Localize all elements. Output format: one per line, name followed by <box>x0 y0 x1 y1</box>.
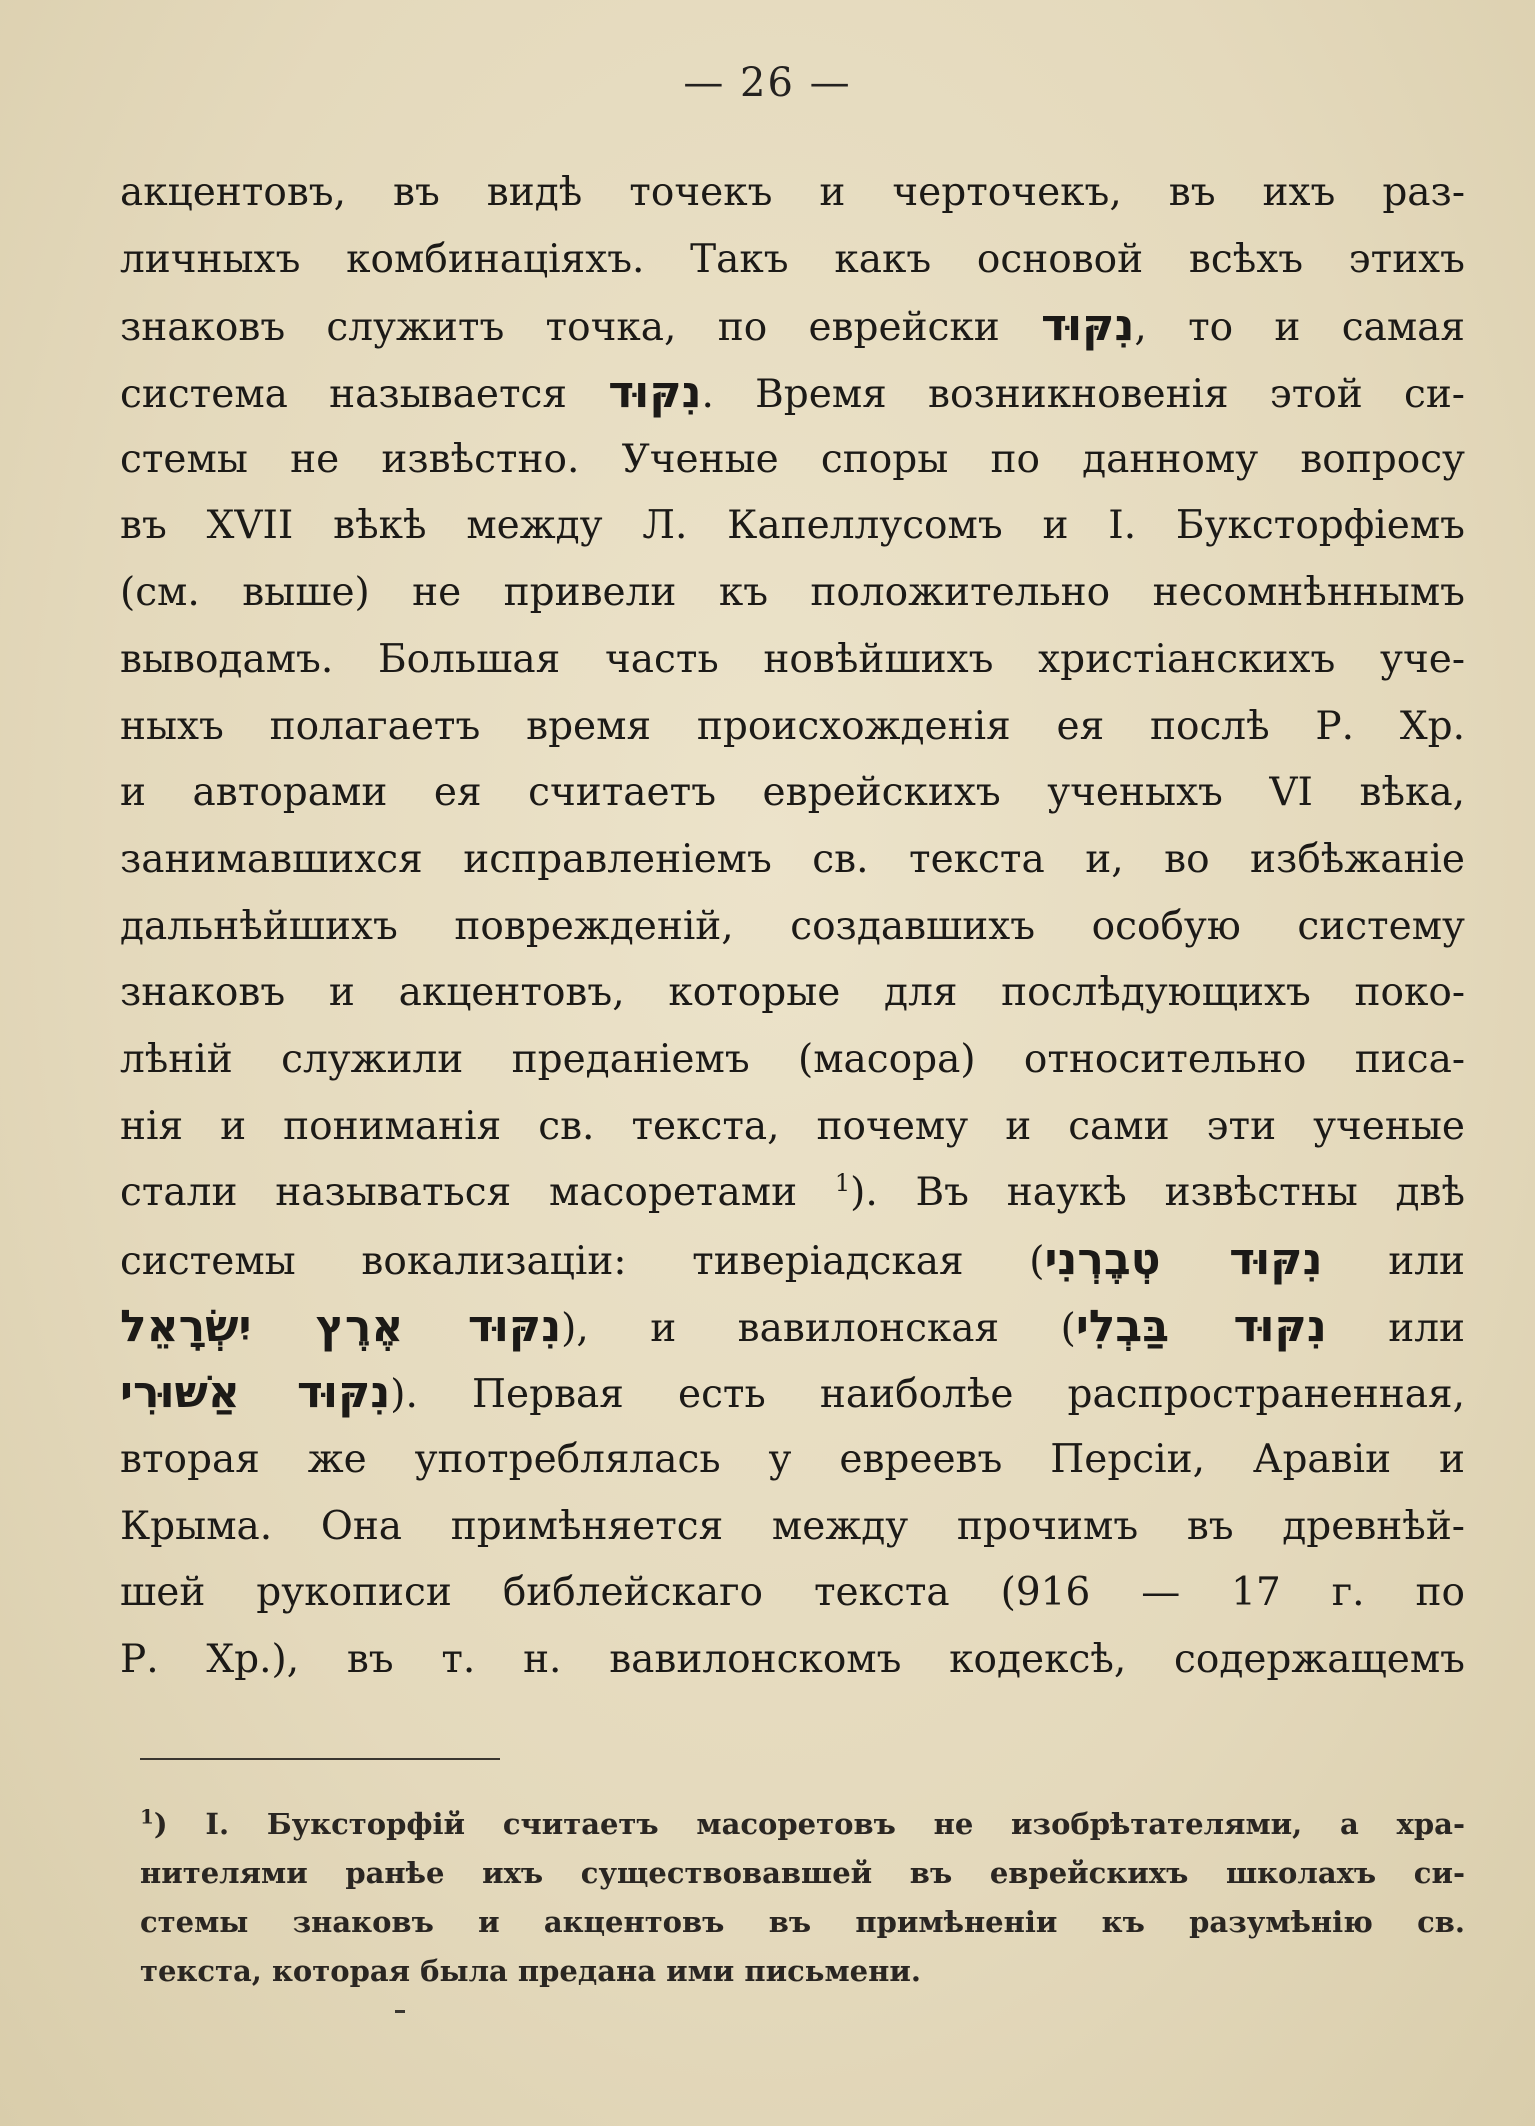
page-number: — 26 — <box>683 60 852 106</box>
text-line: стали называться масоретами $^1$). Въ наукѣ извѣстны двѣ <box>120 1169 1465 1216</box>
hebrew-term: נִקּוּד <box>608 367 702 419</box>
text-line: лѣній служили преданіемъ (масора) относительно писа- <box>120 1036 1465 1082</box>
text-line: шей рукописи библейскаго текста (916 — 17 г. по <box>120 1570 1465 1616</box>
text-line: акцентовъ, въ видѣ точекъ и черточекъ, въ ихъ раз- <box>120 170 1465 215</box>
text-line: занимавшихся исправленіемъ св. текста и, во избѣжаніе <box>120 836 1465 882</box>
text-line: и авторами ея считаетъ еврейскихъ ученыхъ VI вѣка, <box>120 770 1465 816</box>
footnote-line: $^1$) І. Буксторфій считаетъ масоретовъ не изобрѣтателями, а хра- <box>140 1804 1465 1841</box>
text-line: системы вокализаціи: тиверіадская (נִקּוּד טְבֶרְנִי или <box>120 1234 1465 1285</box>
hebrew-term: נִקּוּד אַשּׁוּרִי <box>120 1367 391 1419</box>
text-line: Р. Хр.), въ т. н. вавилонскомъ кодексѣ, содержащемъ <box>120 1637 1465 1683</box>
text-line: въ XVII вѣкѣ между Л. Капеллусомъ и І. Буксторфіемъ <box>120 503 1465 549</box>
text-line: личныхъ комбинаціяхъ. Такъ какъ основой всѣхъ этихъ <box>120 236 1465 282</box>
footnote-divider <box>140 1758 500 1760</box>
text-line: выводамъ. Большая часть новѣйшихъ христіанскихъ уче- <box>120 636 1465 682</box>
footnote-line: нителями ранѣе ихъ существовавшей въ еврейскихъ школахъ си- <box>140 1856 1465 1890</box>
text-line: система называется נִקּוּד. Время возникновенія этой си- <box>120 367 1465 419</box>
body-text <box>120 160 1465 1694</box>
footnotes <box>140 1800 1465 1996</box>
footnote-line: стемы знаковъ и акцентовъ въ примѣненіи къ разумѣнію св. <box>140 1905 1465 1939</box>
text-line: знаковъ служитъ точка, по еврейски נִקּוּד, то и самая <box>120 300 1466 352</box>
text-line: стемы не извѣстно. Ученые споры по данному вопросу <box>120 436 1465 482</box>
text-line: ныхъ полагаетъ время происхожденія ея послѣ Р. Хр. <box>120 703 1465 749</box>
hebrew-term: נִקּוּד טְבֶרְנִי <box>1044 1234 1323 1285</box>
text-line: נִקּוּד אֶרֶץ יִשְׂרָאֵל), и вавилонская (נִקּוּד בַּבְלִי или <box>120 1300 1465 1352</box>
text-line: נִקּוּד אַשּׁוּרִי). Первая есть наиболѣе распространенная, <box>120 1367 1465 1419</box>
hebrew-term: נִקּוּד בַּבְלִי <box>1075 1300 1327 1352</box>
text-line: вторая же употреблялась у евреевъ Персіи, Аравіи и <box>120 1437 1465 1483</box>
text-line: дальнѣйшихъ поврежденій, создавшихъ особую систему <box>120 903 1465 949</box>
hebrew-term: נִקּוּד <box>1041 300 1135 352</box>
hebrew-term: נִקּוּד אֶרֶץ יִשְׂרָאֵל <box>120 1300 562 1352</box>
text-line: знаковъ и акцентовъ, которые для послѣдующихъ поко- <box>120 970 1465 1016</box>
footnote-reference: 1 <box>834 1169 851 1198</box>
print-speck <box>395 2010 405 2013</box>
text-line: (см. выше) не привели къ положительно несомнѣннымъ <box>120 570 1465 616</box>
text-line: нія и пониманія св. текста, почему и сами эти ученые <box>120 1103 1465 1149</box>
text-line: Крыма. Она примѣняется между прочимъ въ древнѣй- <box>120 1503 1465 1549</box>
footnote-line: текста, которая была предана ими письмени. <box>140 1954 921 1988</box>
footnote-marker: 1 <box>140 1804 154 1829</box>
